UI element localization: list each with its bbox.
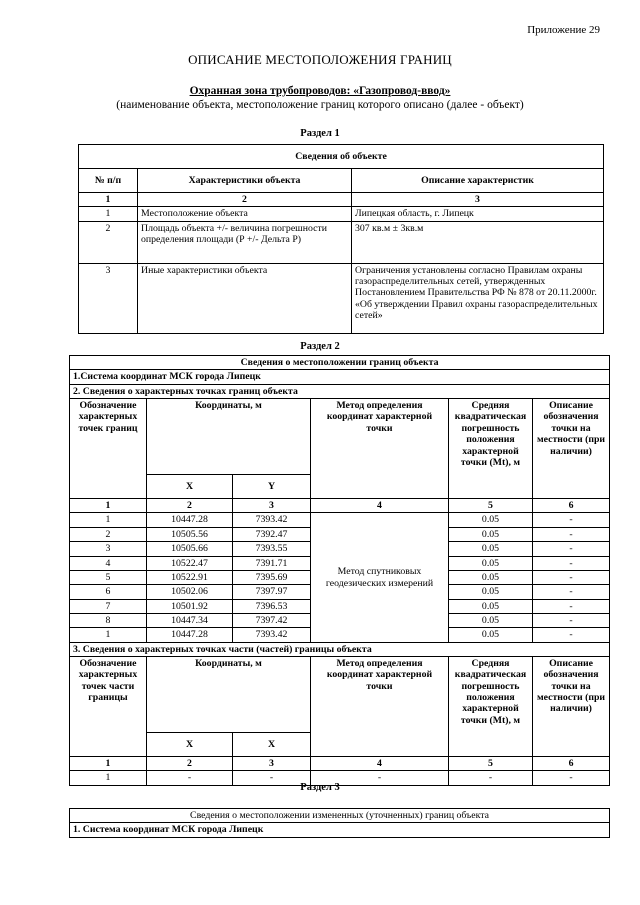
row-characteristic: Иные характеристики объекта bbox=[138, 263, 352, 333]
point-mt: 0.05 bbox=[449, 527, 533, 541]
part-title: 3. Сведения о характерных точках части (частей) границы объекта bbox=[70, 642, 610, 656]
point-mt: 0.05 bbox=[449, 513, 533, 527]
section3-caption: Раздел 3 bbox=[300, 782, 340, 793]
point-mt: 0.05 bbox=[449, 613, 533, 627]
point-id: 6 bbox=[70, 585, 147, 599]
header-point: Обозначение характерных точек границ bbox=[70, 399, 147, 499]
part-header-point: Обозначение характерных точек части границы bbox=[70, 657, 147, 757]
col-number: 2 bbox=[138, 193, 352, 207]
part-point-method: - bbox=[311, 771, 449, 785]
header-location: Описание обозначения точки на местности (при наличии) bbox=[533, 399, 610, 499]
point-y: 7397.97 bbox=[233, 585, 311, 599]
row-characteristic: Местоположение объекта bbox=[138, 207, 352, 221]
point-desc: - bbox=[533, 585, 610, 599]
row-number: 1 bbox=[79, 207, 138, 221]
point-id: 2 bbox=[70, 527, 147, 541]
part-header-method: Метод определения координат характерной точки bbox=[311, 657, 449, 757]
part-header-coords: Координаты, м bbox=[147, 657, 311, 733]
col-number: 3 bbox=[352, 193, 604, 207]
row-number: 2 bbox=[79, 221, 138, 263]
coord-system: 1.Система координат МСК города Липецк bbox=[70, 370, 610, 384]
point-y: 7395.69 bbox=[233, 570, 311, 584]
col-number: 5 bbox=[449, 499, 533, 513]
part-point-id: 1 bbox=[70, 771, 147, 785]
col-number: 4 bbox=[311, 757, 449, 771]
col-number: 2 bbox=[147, 757, 233, 771]
row-characteristic: Площадь объекта +/- величина погрешности определения площади (Р +/- Дельта Р) bbox=[138, 221, 352, 263]
header-coords: Координаты, м bbox=[147, 399, 311, 475]
point-x: 10505.56 bbox=[147, 527, 233, 541]
section1-caption: Раздел 1 bbox=[300, 128, 340, 139]
section1-title: Сведения об объекте bbox=[79, 145, 604, 169]
col-header-characteristic: Характеристики объекта bbox=[138, 169, 352, 193]
row-description: 307 кв.м ± 3кв.м bbox=[352, 221, 604, 263]
point-id: 4 bbox=[70, 556, 147, 570]
point-mt: 0.05 bbox=[449, 585, 533, 599]
row-number: 3 bbox=[79, 263, 138, 333]
point-desc: - bbox=[533, 613, 610, 627]
row-description: Липецкая область, г. Липецк bbox=[352, 207, 604, 221]
part-point-desc: - bbox=[533, 771, 610, 785]
part-point-y: - bbox=[233, 771, 311, 785]
point-id: 1 bbox=[70, 513, 147, 527]
header-x: X bbox=[147, 475, 233, 499]
method-cell: Метод спутниковых геодезических измерений bbox=[311, 513, 449, 642]
part-header-accuracy: Средняя квадратическая погрешность положения характерной точки (Mt), м bbox=[449, 657, 533, 757]
point-mt: 0.05 bbox=[449, 570, 533, 584]
point-desc: - bbox=[533, 599, 610, 613]
row-description: Ограничения установлены согласно Правилам охраны газораспределительных сетей, утвержденных Постановлением Правительства РФ № 878 от 20.11.2000г. «Об утверждении Правил охраны газораспределительных сетей» bbox=[352, 263, 604, 333]
point-desc: - bbox=[533, 556, 610, 570]
point-row bbox=[70, 513, 610, 527]
document-title: ОПИСАНИЕ МЕСТОПОЛОЖЕНИЯ ГРАНИЦ bbox=[188, 52, 452, 67]
point-y: 7396.53 bbox=[233, 599, 311, 613]
col-number: 6 bbox=[533, 757, 610, 771]
part-header-y: X bbox=[233, 733, 311, 757]
point-y: 7393.55 bbox=[233, 542, 311, 556]
part-point-x: - bbox=[147, 771, 233, 785]
point-x: 10502.06 bbox=[147, 585, 233, 599]
point-y: 7392.47 bbox=[233, 527, 311, 541]
point-mt: 0.05 bbox=[449, 556, 533, 570]
point-x: 10522.91 bbox=[147, 570, 233, 584]
object-info-table bbox=[78, 144, 604, 334]
col-number: 4 bbox=[311, 499, 449, 513]
point-x: 10505.66 bbox=[147, 542, 233, 556]
boundary-points-table bbox=[69, 355, 610, 786]
point-y: 7393.42 bbox=[233, 628, 311, 642]
point-id: 3 bbox=[70, 542, 147, 556]
changed-boundaries-table bbox=[69, 808, 610, 838]
col-number: 3 bbox=[233, 499, 311, 513]
point-y: 7393.42 bbox=[233, 513, 311, 527]
point-x: 10447.34 bbox=[147, 613, 233, 627]
header-accuracy: Средняя квадратическая погрешность положения характерной точки (Mt), м bbox=[449, 399, 533, 499]
point-mt: 0.05 bbox=[449, 542, 533, 556]
header-method: Метод определения координат характерной точки bbox=[311, 399, 449, 499]
point-mt: 0.05 bbox=[449, 628, 533, 642]
header-y: Y bbox=[233, 475, 311, 499]
col-number: 2 bbox=[147, 499, 233, 513]
point-x: 10501.92 bbox=[147, 599, 233, 613]
point-x: 10522.47 bbox=[147, 556, 233, 570]
point-y: 7391.71 bbox=[233, 556, 311, 570]
part-header-x: X bbox=[147, 733, 233, 757]
point-desc: - bbox=[533, 628, 610, 642]
section2-title: Сведения о местоположении границ объекта bbox=[70, 356, 610, 370]
part-point-mt: - bbox=[449, 771, 533, 785]
point-y: 7397.42 bbox=[233, 613, 311, 627]
point-mt: 0.05 bbox=[449, 599, 533, 613]
point-id: 5 bbox=[70, 570, 147, 584]
section3-coord-system: 1. Система координат МСК города Липецк bbox=[70, 823, 610, 837]
part-header-location: Описание обозначения точки на местности (при наличии) bbox=[533, 657, 610, 757]
col-number: 3 bbox=[233, 757, 311, 771]
object-note: (наименование объекта, местоположение границ которого описано (далее - объект) bbox=[116, 99, 524, 111]
col-number: 1 bbox=[70, 499, 147, 513]
col-header-description: Описание характеристик bbox=[352, 169, 604, 193]
point-desc: - bbox=[533, 570, 610, 584]
table-row bbox=[79, 221, 604, 263]
point-id: 8 bbox=[70, 613, 147, 627]
point-desc: - bbox=[533, 527, 610, 541]
point-x: 10447.28 bbox=[147, 513, 233, 527]
point-id: 1 bbox=[70, 628, 147, 642]
point-id: 7 bbox=[70, 599, 147, 613]
col-number: 6 bbox=[533, 499, 610, 513]
col-header-number: № п/п bbox=[79, 169, 138, 193]
point-x: 10447.28 bbox=[147, 628, 233, 642]
col-number: 5 bbox=[449, 757, 533, 771]
table-row bbox=[79, 263, 604, 333]
section2-caption: Раздел 2 bbox=[300, 341, 340, 352]
col-number: 1 bbox=[79, 193, 138, 207]
col-number: 1 bbox=[70, 757, 147, 771]
table-row bbox=[79, 207, 604, 221]
object-name: Охранная зона трубопроводов: «Газопровод-ввод» bbox=[189, 85, 451, 97]
section3-title: Сведения о местоположении измененных (уточненных) границ объекта bbox=[70, 809, 610, 823]
points-title: 2. Сведения о характерных точках границ объекта bbox=[70, 384, 610, 398]
point-desc: - bbox=[533, 513, 610, 527]
point-desc: - bbox=[533, 542, 610, 556]
appendix-label: Приложение 29 bbox=[527, 24, 600, 36]
